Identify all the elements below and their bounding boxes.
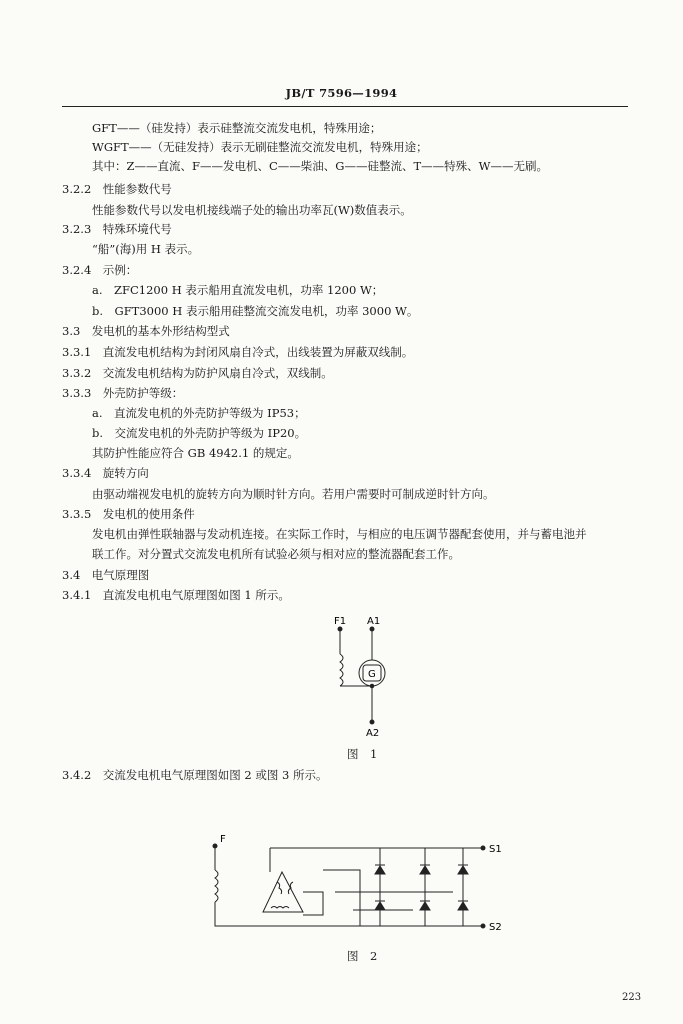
list-item: a. ZFC1200 H 表示船用直流发电机，功率 1200 W； [92,283,384,297]
terminal-s1 [481,846,485,850]
text-line: 性能参数代号以发电机接线端子处的输出功率瓦(W)数值表示。 [92,203,412,217]
section-heading: 3.2.4 示例： [62,263,138,277]
label-s2: S2 [489,922,502,933]
text-line: 发电机由弹性联轴器与发动机连接。在实际工作时，与相应的电压调节器配套使用，并与蓄电池并 [92,527,587,541]
text-line: 3.3.1 直流发电机结构为封闭风扇自冷式，出线装置为屏蔽双线制。 [62,345,414,359]
wire-bottom-rail [215,902,483,926]
stator-winding [263,872,303,912]
figure-1-caption: 图 1 [347,747,378,761]
page-number: 223 [622,992,642,1003]
text-line: 3.4.1 直流发电机电气原理图如图 1 所示。 [62,588,290,602]
label-g: G [368,669,376,680]
wire [323,870,360,926]
list-item: b. 交流发电机的外壳防护等级为 IP20。 [92,426,307,440]
section-heading: 3.3.5 发电机的使用条件 [62,507,195,521]
list-item: b. GFT3000 H 表示船用硅整流交流发电机，功率 3000 W。 [92,304,419,318]
section-heading: 3.2.3 特殊环境代号 [62,222,172,236]
text-line: 其中：Z——直流、F——发电机、C——柴油、G——硅整流、T——特殊、W——无刷。 [92,159,548,173]
figure-2-diagram [205,830,515,938]
figure-2-caption: 图 2 [347,949,378,963]
label-f: F [220,834,226,845]
section-heading: 3.3 发电机的基本外形结构型式 [62,324,230,338]
section-heading: 3.4.2 交流发电机电气原理图如图 2 或图 3 所示。 [62,768,328,782]
terminal-s2 [481,924,485,928]
section-heading: 3.2.2 性能参数代号 [62,182,172,196]
field-coil [215,870,218,902]
wire [303,892,323,915]
section-heading: 3.4 电气原理图 [62,568,150,582]
section-heading: 3.3.3 外壳防护等级： [62,386,184,400]
list-item: a. 直流发电机的外壳防护等级为 IP53； [92,406,306,420]
section-heading: 3.3.4 旋转方向 [62,466,149,480]
label-s1: S1 [489,844,502,855]
rectifier-diodes [375,865,468,910]
text-line: 联工作。对分置式交流发电机所有试验必须与相对应的整流器配套工作。 [92,547,460,561]
text-line: 3.3.2 交流发电机结构为防护风扇自冷式，双线制。 [62,366,333,380]
field-coil [340,654,343,686]
text-line: “船”(海)用 H 表示。 [92,242,200,256]
text-line: 其防护性能应符合 GB 4942.1 的规定。 [92,446,299,460]
text-line: 由驱动端视发电机的旋转方向为顺时针方向。若用户需要时可制成逆时针方向。 [92,487,495,501]
label-a2: A2 [366,728,380,739]
text-line: WGFT——（无硅发持）表示无刷硅整流交流发电机，特殊用途； [92,140,428,154]
label-a1: A1 [367,616,381,627]
page-header: JB/T 7596—1994 [285,86,398,100]
text-line: GFT——（硅发持）表示硅整流交流发电机，特殊用途； [92,121,382,135]
figure-1-diagram [320,612,420,742]
header-rule [62,106,628,107]
label-f1: F1 [334,616,347,627]
